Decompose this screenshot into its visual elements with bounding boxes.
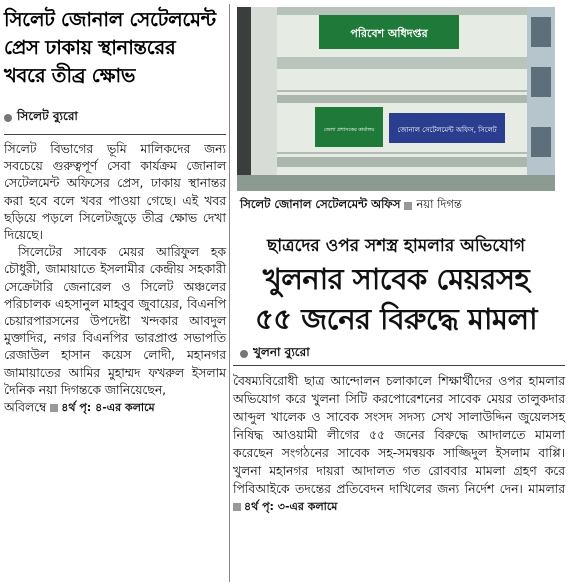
continuation-ref: ৪র্থ পৃ: ৩-এর কলামে [244,500,338,513]
continuation-ref: ৪র্থ পৃ: ৪-এর কলামে [61,401,155,415]
sign-top-text: পরিবেশ অধিদপ্তর [350,27,428,40]
right-article-body [233,372,565,516]
continuation-link[interactable] [233,498,337,516]
left-headline-line: খবরে তীব্র ক্ষোভ [4,64,136,87]
left-headline [4,6,226,90]
left-byline-text: সিলেট ব্যুরো [17,109,78,123]
left-headline-line: সিলেট জোনাল সেটেলমেন্ট [4,8,216,31]
square-icon [233,503,241,511]
bullet-icon [4,114,12,122]
square-icon [404,202,412,210]
continuation-link[interactable] [50,399,154,416]
sign-right-text: জোনাল সেটেলমেন্ট অফিস, সিলেট [397,126,497,134]
caption-text: সিলেট জোনাল সেটেলমেন্ট অফিস [240,197,401,211]
bullet-icon [240,350,248,358]
column-divider [229,4,230,582]
right-byline [240,344,310,364]
right-headline-line: ৫৫ জনের বিরুদ্ধে মামলা [254,302,538,336]
right-byline-text: খুলনা ব্যুরো [253,345,310,359]
sign-left-text: জেলা প্রশাসকের কার্যালয় [323,127,375,133]
building-illustration [237,7,555,191]
left-headline-line: প্রেস ঢাকায় স্থানান্তরের [4,36,176,59]
left-paragraph-2: সিলেটের সাবেক মেয়র আরিফুল হক চৌধুরী, জামায়াতে ইসলামীর কেন্দ্রীয় সহকারী সেক্রেটারি জেনারেল ও সিলেট অঞ্চলের পরিচালক এহসানুল মাহবুব জুবায়ের, বিএনপি চেয়ারপারসনের উপদেষ্টা খন্দকার আবদুল মুক্তাদির, নগর বিএনপির ভারপ্রাপ্ত সভাপতি রেজাউল হাসান কয়েস লোদী, মহানগর জামায়াতের আমির মুহাম্মদ ফখরুল ইসলাম দৈনিক নয়া দিগন্তকে জানিয়েছেন, [4,245,226,397]
building-photo [237,7,555,191]
left-paragraph-1: সিলেট বিভাগের ভূমি মালিকদের জন্য সবচেয়ে গুরুত্বপূর্ণ সেবা কার্যক্রম জোনাল সেটেলমেন্ট অফিসের প্রেস, ঢাকায় স্থানান্তর করা হবে বলে খবর পাওয়া গেছে। এই খবর ছড়িয়ে পড়লে সিলেটজুড়ে তীব্র ক্ষোভ দেখা দিয়েছে। [4,142,226,243]
divider [233,365,565,366]
divider [4,134,226,135]
right-body-text: বৈষম্যবিরোধী ছাত্র আন্দোলন চলাকালে শিক্ষার্থীদের ওপর হামলার অভিযোগ করে খুলনা সিটি করপোরেশনের সাবেক মেয়র তালুকদার আব্দুল খালেক ও সাবেক সংসদ সদস্য সেখ সালাউদ্দিন জুয়েলসহ নিষিদ্ধ আওয়ামী লীগের ৫৫ জনের বিরুদ্ধে আদালতে মামলা করেছেন সংগঠনের সাবেক সহ-সমন্বয়ক সাজ্জিদুল ইসলাম বাপ্পি। খুলনা মহানগর দায়রা আদালত গত রোববার মামলা গ্রহণ করে পিবিআইকে তদন্তের প্রতিবেদন দাখিলের জন্য নির্দেশ দেন। মামলার [233,374,565,496]
left-article [4,6,226,581]
photo-caption [240,196,462,215]
right-headline [237,259,555,339]
photo-credit: নয়া দিগন্ত [416,197,462,211]
right-headline-line: খুলনার সাবেক মেয়রসহ [262,262,530,296]
left-article-body [4,141,226,417]
continuation-lead: অবিলম্বে [4,400,47,415]
kicker: ছাত্রদের ওপর সশস্ত্র হামলার অভিযোগ [266,236,526,256]
square-icon [50,404,58,412]
left-byline [4,108,226,128]
